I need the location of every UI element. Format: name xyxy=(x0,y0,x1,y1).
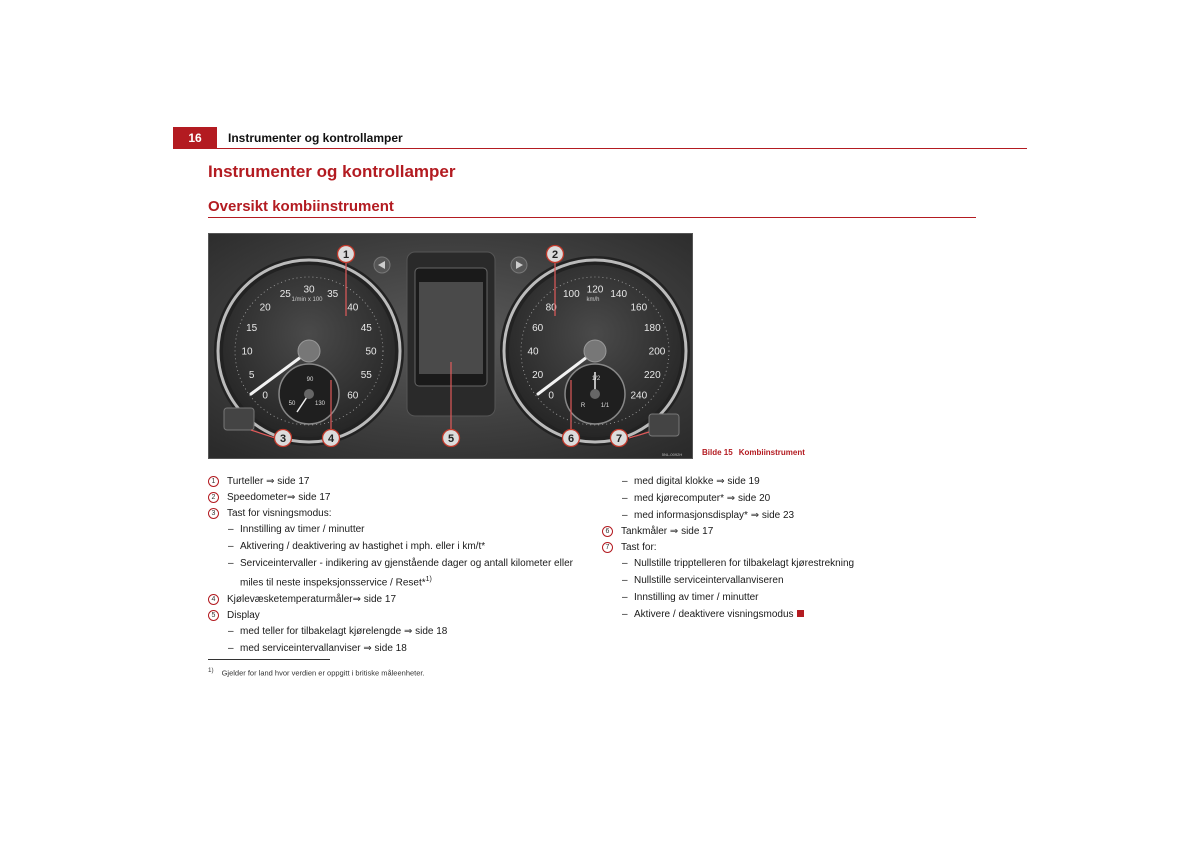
sub-item: – med teller for tilbakelagt kjørelengde ⇒ side 18 xyxy=(208,624,588,640)
item-text: Tast for: xyxy=(621,542,657,553)
sub-item-text: med teller for tilbakelagt kjørelengde ⇒ side 18 xyxy=(240,626,448,638)
speed-tick-label: 220 xyxy=(643,370,661,382)
tach-tick-label: 35 xyxy=(327,289,339,301)
sub-item-text: Innstilling av timer / minutter xyxy=(240,524,365,535)
fuel-label-half: 1/2 xyxy=(591,376,601,382)
item-text: Tast for visningsmodus: xyxy=(227,508,332,519)
mode-button xyxy=(224,408,254,430)
right-arrow-icon xyxy=(511,257,527,273)
item-text: Turteller ⇒ side 17 xyxy=(227,476,310,487)
speed-tick-label: 240 xyxy=(630,390,648,402)
tach-tick-label: 50 xyxy=(365,346,377,358)
list-item xyxy=(208,474,588,490)
left-arrow-icon xyxy=(374,257,390,273)
item-number: 3 xyxy=(208,508,219,519)
sub-item: – Aktivering / deaktivering av hastighet i mph. eller i km/t* xyxy=(208,539,588,555)
callout-number: 5 xyxy=(447,433,455,445)
callout-number: 4 xyxy=(327,433,335,445)
footnote xyxy=(208,667,425,678)
speed-tick-label: 120 xyxy=(586,284,604,296)
sub-item: – med kjørecomputer* ⇒ side 20 xyxy=(602,491,902,507)
sub-item-text: Aktivering / deaktivering av hastighet i mph. eller i km/t* xyxy=(240,541,486,552)
sub-item: – Aktivere / deaktivere visningsmodus xyxy=(602,607,902,623)
tach-tick-label: 10 xyxy=(241,346,253,358)
sub-item-text: Nullstille serviceintervallanviseren xyxy=(634,575,784,586)
sub-item-text: Serviceintervaller - indikering av gjenstående dager og antall kilometer eller xyxy=(240,558,573,569)
running-title: Instrumenter og kontrollamper xyxy=(228,131,403,145)
sub-item: – Innstilling av timer / minutter xyxy=(602,590,902,606)
tach-tick-label: 45 xyxy=(360,322,372,334)
instrument-cluster-figure xyxy=(208,233,693,459)
figure-code: 5NL-0092H xyxy=(661,452,683,457)
tach-tick-label: 30 xyxy=(303,284,315,296)
speed-unit-label: km/h xyxy=(586,297,600,303)
stop-square-icon xyxy=(797,610,804,617)
sub-item-text: Nullstille tripptelleren for tilbakelagt kjørestrekning xyxy=(634,558,855,569)
speed-tick-label: 180 xyxy=(643,322,661,334)
footnote-text: Gjelder for land hvor verdien er oppgitt i britiske måleenheter. xyxy=(221,668,425,678)
tach-tick-label: 25 xyxy=(279,289,291,301)
page-title: Instrumenter og kontrollamper xyxy=(208,162,456,181)
sub-item-text-cont: miles til neste inspeksjonsservice / Reset* xyxy=(240,577,426,589)
speed-tick-label: 60 xyxy=(532,322,544,334)
sub-item: – Nullstille tripptelleren for tilbakelagt kjørestrekning xyxy=(602,556,902,572)
callout-number: 1 xyxy=(342,249,350,261)
callout-number: 6 xyxy=(567,433,575,445)
callout-number: 2 xyxy=(551,249,559,261)
sub-item-text: Aktivere / deaktivere visningsmodus xyxy=(634,609,794,620)
legend-column-left xyxy=(208,474,588,657)
figure-caption xyxy=(702,448,805,457)
tach-tick-label: 15 xyxy=(246,322,258,334)
speed-tick-label: 40 xyxy=(527,346,539,358)
list-item xyxy=(208,490,588,506)
tach-tick-label: 5 xyxy=(248,370,255,382)
legend-column-right xyxy=(602,474,902,623)
tach-tick-label: 20 xyxy=(259,302,271,314)
speed-tick-label: 20 xyxy=(532,370,544,382)
sub-item-text: med informasjonsdisplay* ⇒ side 23 xyxy=(634,510,795,521)
sub-item-text: med serviceintervallanviser ⇒ side 18 xyxy=(240,643,407,655)
speed-tick-label: 80 xyxy=(545,302,557,314)
sub-item: – Nullstille serviceintervallanviseren xyxy=(602,573,902,589)
caption-text: Kombiinstrument xyxy=(738,448,805,457)
footnote-ref: 1) xyxy=(425,576,432,583)
temp-label-50: 50 xyxy=(288,401,296,407)
item-text: Display xyxy=(227,610,260,622)
speed-tick-label: 160 xyxy=(630,302,648,314)
sub-item-text: Innstilling av timer / minutter xyxy=(634,592,759,603)
fuel-label-reserve: R xyxy=(580,403,586,409)
temp-label-90: 90 xyxy=(306,377,314,383)
page-number: 16 xyxy=(173,127,217,149)
speed-tick-label: 200 xyxy=(648,346,666,358)
caption-label: Bilde 15 xyxy=(702,448,733,457)
sub-item-text: med digital klokke ⇒ side 19 xyxy=(634,476,760,487)
callout-number: 3 xyxy=(279,433,287,445)
list-item xyxy=(208,608,588,624)
header-rule xyxy=(173,148,1027,149)
reset-button xyxy=(649,414,679,436)
speed-tick-label: 100 xyxy=(562,289,580,301)
tach-tick-label: 55 xyxy=(360,370,372,382)
speed-tick-label: 0 xyxy=(548,390,554,402)
tach-tick-label: 60 xyxy=(347,390,359,402)
item-number: 7 xyxy=(602,542,613,553)
tach-unit-label: 1/min x 100 xyxy=(291,297,323,303)
fuel-label-full: 1/1 xyxy=(600,403,610,409)
sub-item: – Serviceintervaller - indikering av gjenstående dager og antall kilometer eller miles til neste inspeksjonsservice / Reset*$^{1)}$ xyxy=(228,558,573,589)
item-number: 5 xyxy=(208,610,219,621)
list-item xyxy=(602,540,902,556)
footnote-mark: 1) xyxy=(208,667,214,674)
callout-number: 7 xyxy=(615,433,623,445)
footnote-rule xyxy=(208,659,330,660)
item-text: Tankmåler ⇒ side 17 xyxy=(621,526,714,537)
section-rule xyxy=(208,217,976,218)
sub-item: – med serviceintervallanviser ⇒ side 18 xyxy=(208,641,588,657)
tach-tick-label: 40 xyxy=(347,302,359,314)
speed-tick-label: 140 xyxy=(610,289,628,301)
list-item xyxy=(602,524,902,540)
temp-label-130: 130 xyxy=(314,401,326,407)
item-number: 4 xyxy=(208,594,219,605)
tach-tick-label: 0 xyxy=(262,390,268,402)
sub-item: – med informasjonsdisplay* ⇒ side 23 xyxy=(602,508,902,524)
sub-item: – med digital klokke ⇒ side 19 xyxy=(602,474,902,490)
item-number: 6 xyxy=(602,526,613,537)
sub-item: – Innstilling av timer / minutter xyxy=(208,522,588,538)
section-title: Oversikt kombiinstrument xyxy=(208,198,394,215)
item-text: Kjølevæsketemperaturmåler⇒ side 17 xyxy=(227,594,396,606)
list-item xyxy=(208,592,588,608)
sub-item-text: med kjørecomputer* ⇒ side 20 xyxy=(634,493,771,504)
item-number: 1 xyxy=(208,476,219,487)
item-number: 2 xyxy=(208,492,219,503)
item-text: Speedometer⇒ side 17 xyxy=(227,492,331,503)
list-item xyxy=(208,506,588,522)
